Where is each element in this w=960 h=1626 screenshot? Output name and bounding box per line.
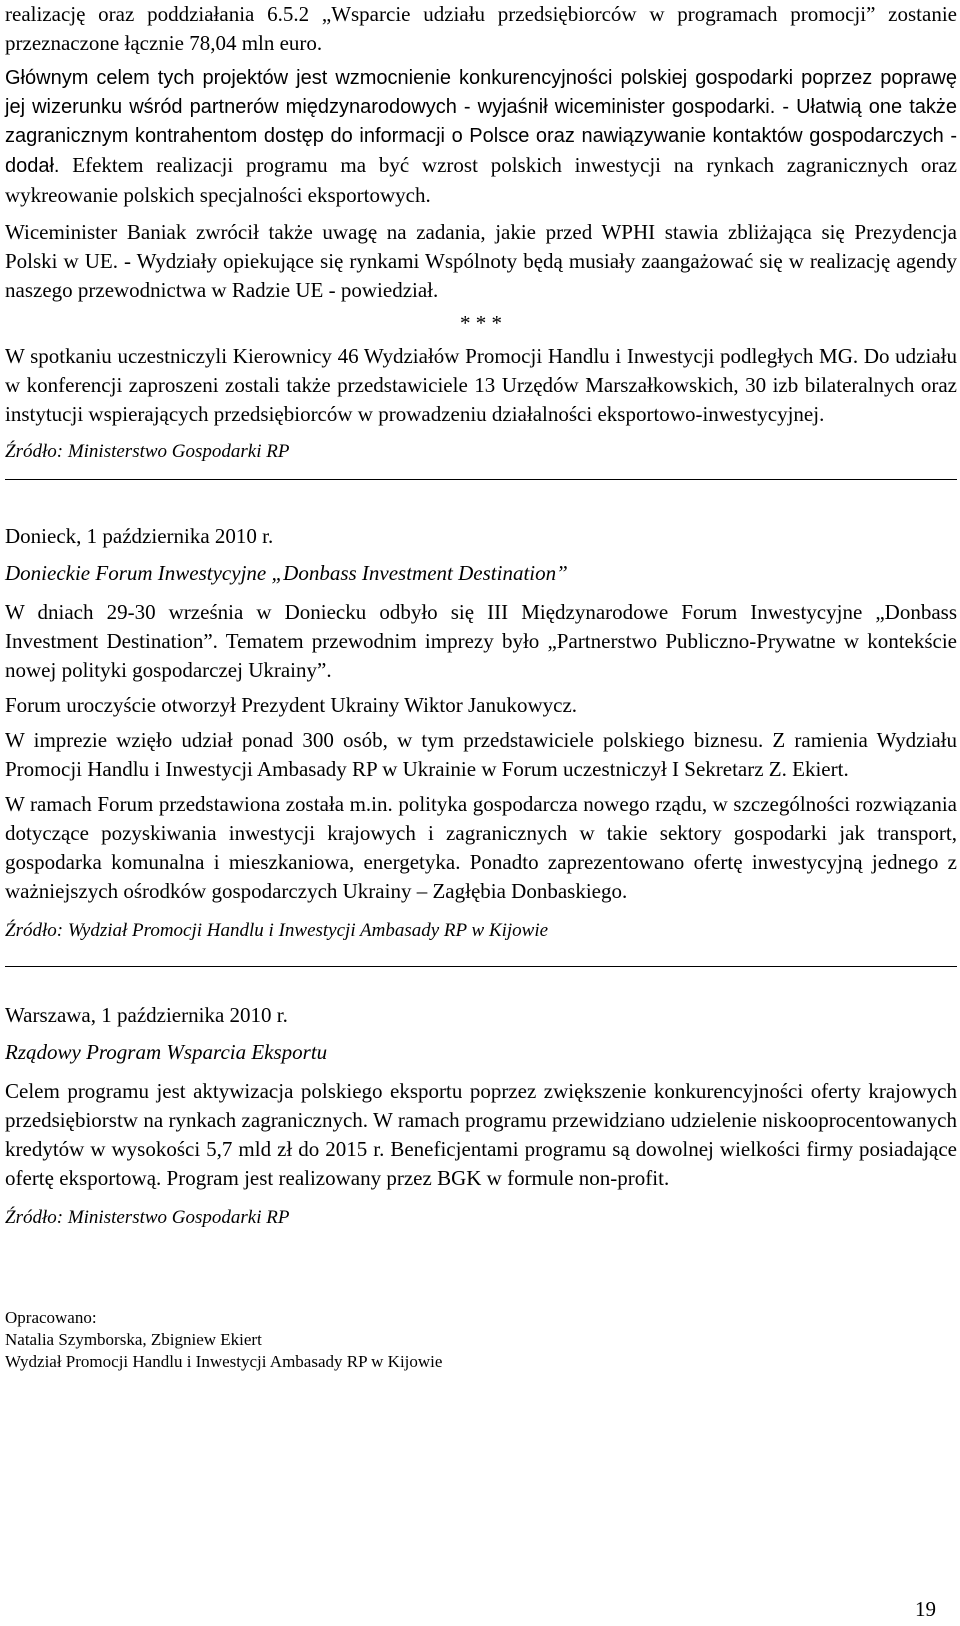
paragraph-continuation: realizację oraz poddziałania 6.5.2 „Wsparcie udziału przedsiębiorców w programach promocji” zostanie przeznaczone łącznie 78,04 mln euro. [5, 2, 957, 55]
paragraph-forum-intro: W dniach 29-30 września w Doniecku odbyło się III Międzynarodowe Forum Inwestycyjne „Donbass Investment Destination”. Tematem przewodnim imprezy było „Partnerstwo Publiczno-Prywatne w kontekście nowej polityki gospodarczej Ukrainy”. [5, 600, 957, 682]
paragraph-ministry-goals [5, 64, 957, 211]
paragraph-ministry-goals-quote: Głównym celem tych projektów jest wzmocnienie konkurencyjności polskiej gospodarki poprzez poprawę jej wizerunku wśród partnerów międzynarodowych - wyjaśnił wiceminister gospodarki. - Ułatwią one także zagranicznym kontrahentom dostęp do informacji o Polsce oraz nawiązywanie kontaktów gospodarczych - dodał. [5, 67, 957, 177]
prepared-by-label: Opracowano: [5, 1308, 97, 1327]
article-title-donbass: Donieckie Forum Inwestycyjne „Donbass Investment Destination” [5, 561, 568, 585]
source-note-embassy: Źródło: Wydział Promocji Handlu i Inwestycji Ambasady RP w Kijowie [5, 920, 549, 941]
section-separator-stars: * * * [460, 311, 502, 335]
article-title-export-program: Rządowy Program Wsparcia Eksportu [5, 1040, 328, 1064]
paragraph-export-program: Celem programu jest aktywizacja polskiego eksportu poprzez zwiększenie konkurencyjności oferty krajowych przedsiębiorstw na rynkach zagranicznych. W ramach programu przewidziano udzielenie niskooprocentowanych kredytów w wysokości 5,7 mld zł do 2015 r. Beneficjentami programu są dowolnej wielkości firmy posiadające ofertę eksportową. Program jest realizowany przez BGK w formule non-profit. [5, 1079, 957, 1190]
document-page [5, 0, 957, 1373]
source-note-ministry: Źródło: Ministerstwo Gospodarki RP [5, 441, 290, 462]
page-number: 19 [915, 1597, 936, 1621]
dateline-warszawa: Warszawa, 1 października 2010 r. [5, 1003, 288, 1027]
paragraph-ministry-goals-effect: Efektem realizacji programu ma być wzrost polskich inwestycji na rynkach zagranicznych oraz wykreowanie polskich specjalności eksportowych. [5, 153, 957, 207]
dateline-donieck: Donieck, 1 października 2010 r. [5, 524, 274, 548]
paragraph-participants: W spotkaniu uczestniczyli Kierownicy 46 Wydziałów Promocji Handlu i Inwestycji podległych MG. Do udziału w konferencji zaproszeni zostali także przedstawiciele 13 Urzędów Marszałkowskich, 30 izb bilateralnych oraz instytucji wspierających przedsiębiorców w prowadzeniu działalności eksportowo-inwestycyjnej. [5, 344, 957, 426]
section-divider [5, 966, 957, 967]
source-note-ministry-2: Źródło: Ministerstwo Gospodarki RP [5, 1207, 290, 1228]
section-divider [5, 479, 957, 480]
paragraph-forum-opening: Forum uroczyście otworzył Prezydent Ukrainy Wiktor Janukowycz. [5, 693, 578, 717]
paragraph-forum-attendance: W imprezie wzięło udział ponad 300 osób, w tym przedstawiciele polskiego biznesu. Z ramienia Wydziału Promocji Handlu i Inwestycji Ambasady RP w Ukrainie w Forum uczestniczył I Sekretarz Z. Ekiert. [5, 728, 957, 781]
paragraph-presidency: Wiceminister Baniak zwrócił także uwagę na zadania, jakie przed WPHI stawia zbliżająca się Prezydencja Polski w UE. - Wydziały opiekujące się rynkami Wspólnoty będą musiały zaangażować się w realizację agendy naszego przewodnictwa w Radzie UE - powiedział. [5, 220, 957, 302]
paragraph-forum-policy: W ramach Forum przedstawiona została m.in. polityka gospodarcza nowego rządu, w szczególności rozwiązania dotyczące pozyskiwania inwestycji krajowych i zagranicznych w takie sektory gospodarki jak transport, gospodarka komunalna i mieszkaniowa, energetyka. Ponadto zaprezentowano ofertę inwestycyjną jednego z ważniejszych ośrodków gospodarczych Ukrainy – Zagłębia Donbaskiego. [5, 792, 957, 903]
prepared-by-authors: Natalia Szymborska, Zbigniew Ekiert [5, 1330, 262, 1349]
prepared-by-block [5, 1307, 957, 1373]
prepared-by-unit: Wydział Promocji Handlu i Inwestycji Ambasady RP w Kijowie [5, 1352, 443, 1371]
